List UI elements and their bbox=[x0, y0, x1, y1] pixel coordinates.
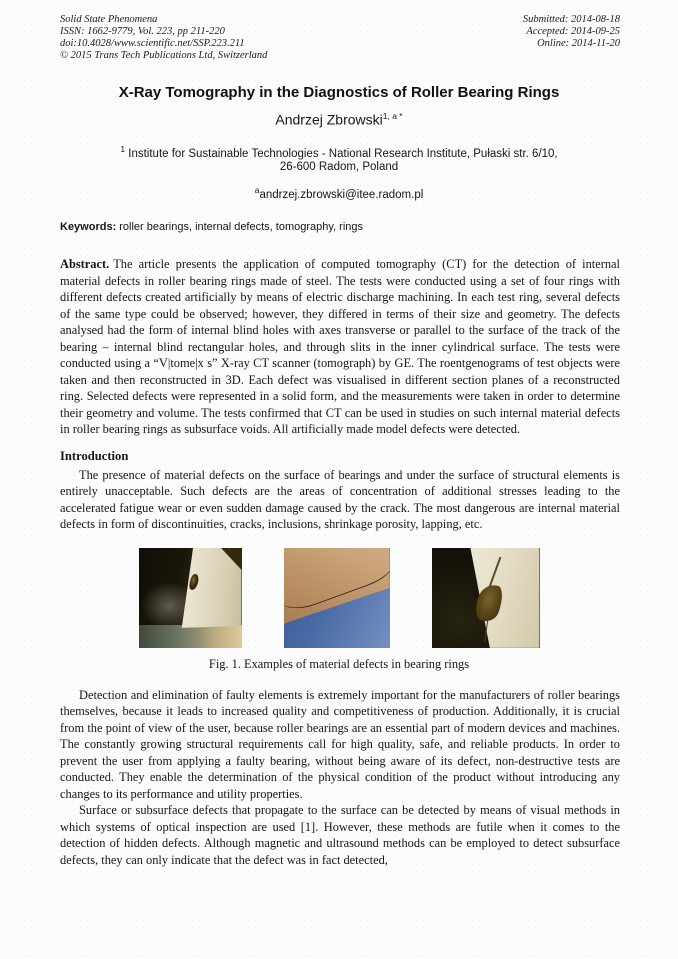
page-header bbox=[0, 0, 678, 62]
keywords-text: roller bearings, internal defects, tomography, rings bbox=[119, 221, 364, 234]
bearing-surface-crack-photo bbox=[284, 548, 390, 648]
introduction-paragraph-3: Surface or subsurface defects that propagate to the surface can be detected by means of visual methods in which systems of optical inspection are used [1]. However, these methods are futile when it comes to the detection of hidden defects. Although magnetic and ultrasound methods can be employed to detect subsurface defects, they can only indicate that the defect was in fact detected, bbox=[60, 803, 620, 867]
journal-doi-line: doi:10.4028/www.scientific.net/SSP.223.211 bbox=[60, 38, 245, 49]
author-superscript: 1, a * bbox=[382, 111, 403, 121]
paper-title: X-Ray Tomography in the Diagnostics of Roller Bearing Rings bbox=[118, 84, 560, 101]
figure-1-images bbox=[0, 548, 678, 648]
author-line bbox=[0, 107, 678, 129]
figure-1-caption: Fig. 1. Examples of material defects in bearing rings bbox=[208, 656, 470, 671]
accepted-date: Accepted: 2014-09-25 bbox=[526, 26, 620, 37]
bearing-surface-inclusion-defect-photo bbox=[432, 548, 540, 648]
journal-copyright-line: © 2015 Trans Tech Publications Ltd, Switzerland bbox=[60, 50, 268, 61]
keywords-line bbox=[60, 221, 620, 234]
affiliation-superscript: 1 bbox=[120, 143, 126, 154]
keywords-label: Keywords: bbox=[60, 221, 117, 234]
affiliation-line-1: $^1$ Institute for Sustainable Technologies - National Research Institute, Pułaski str. 6/10, bbox=[120, 143, 558, 160]
bearing-edge-blind-hole-defect-photo bbox=[139, 548, 242, 648]
online-date: Online: 2014-11-20 bbox=[537, 38, 620, 49]
abstract-text: The article presents the application of computed tomography (CT) for the detection of internal material defects in roller bearing rings made of steel. The tests were conducted using a set of four rings with different defects created artificially by means of electric discharge machining. In each test ring, several defects of the same type could be observed; however, they differed in terms of their size and geometry. The defects analysed had the form of internal blind holes with axes transverse or parallel to the surface of the track of the bearing – internal blind rectangular holes, and through slits in the inner cylindrical surface. The tests were conducted using a “V|tome|x s” X-ray CT scanner (tomograph) by GE. The roentgenograms of test objects were taken and then reconstructed in 3D. Each defect was visualised in different section planes of a reconstructed ring. Selected defects were represented in a solid form, and the measurements were taken in order to determine their geometry and volume. The tests confirmed that CT can be used in studies on such internal material defects in roller bearing rings as subsurface voids. All artificially made model defects were detected. bbox=[60, 257, 620, 437]
affiliation-line-2: 26-600 Radom, Poland bbox=[279, 161, 399, 174]
affiliation bbox=[0, 142, 678, 175]
email-superscript: a bbox=[254, 185, 260, 196]
abstract-paragraph bbox=[60, 256, 620, 438]
introduction-paragraph-1: The presence of material defects on the surface of bearings and under the surface of structural elements is entirely unacceptable. Such defects are the areas of concentration of additional stresses leading to the accelerated fatigue wear or even sudden damage caused by the crack. The most dangerous are internal material defects in form of discontinuities, cracks, inclusions, shrinkage porosity, lapping, etc. bbox=[60, 467, 620, 532]
journal-name: Solid State Phenomena bbox=[60, 14, 158, 25]
figure-1 bbox=[0, 548, 678, 672]
introduction-heading: Introduction bbox=[60, 448, 129, 463]
author-name: Andrzej Zbrowski bbox=[275, 111, 383, 128]
submission-dates bbox=[523, 14, 620, 62]
submitted-date: Submitted: 2014-08-18 bbox=[522, 14, 620, 25]
journal-issn-line: ISSN: 1662-9779, Vol. 223, pp 211-220 bbox=[60, 26, 225, 37]
author-email bbox=[0, 183, 678, 202]
abstract-label: Abstract. bbox=[60, 257, 110, 272]
email-address: andrzej.zbrowski@itee.radom.pl bbox=[259, 189, 424, 202]
journal-info bbox=[60, 14, 267, 62]
introduction-paragraph-2: Detection and elimination of faulty elements is extremely important for the manufacturers of roller bearings themselves, because it leads to increased quality and competitiveness of production. Additionally, it is crucial from the point of view of the user, because roller bearings are an essential part of modern devices and machines. The constantly growing structural requirements call for high quality, safe, and reliable products. In order to prevent the user from applying a faulty bearing, without being aware of its defect, non-destructive tests are conducted. They enable the determination of the physical condition of the product without introducing any changes to its performance and utility properties. bbox=[60, 687, 620, 801]
photo1-floor-shape bbox=[139, 625, 242, 648]
